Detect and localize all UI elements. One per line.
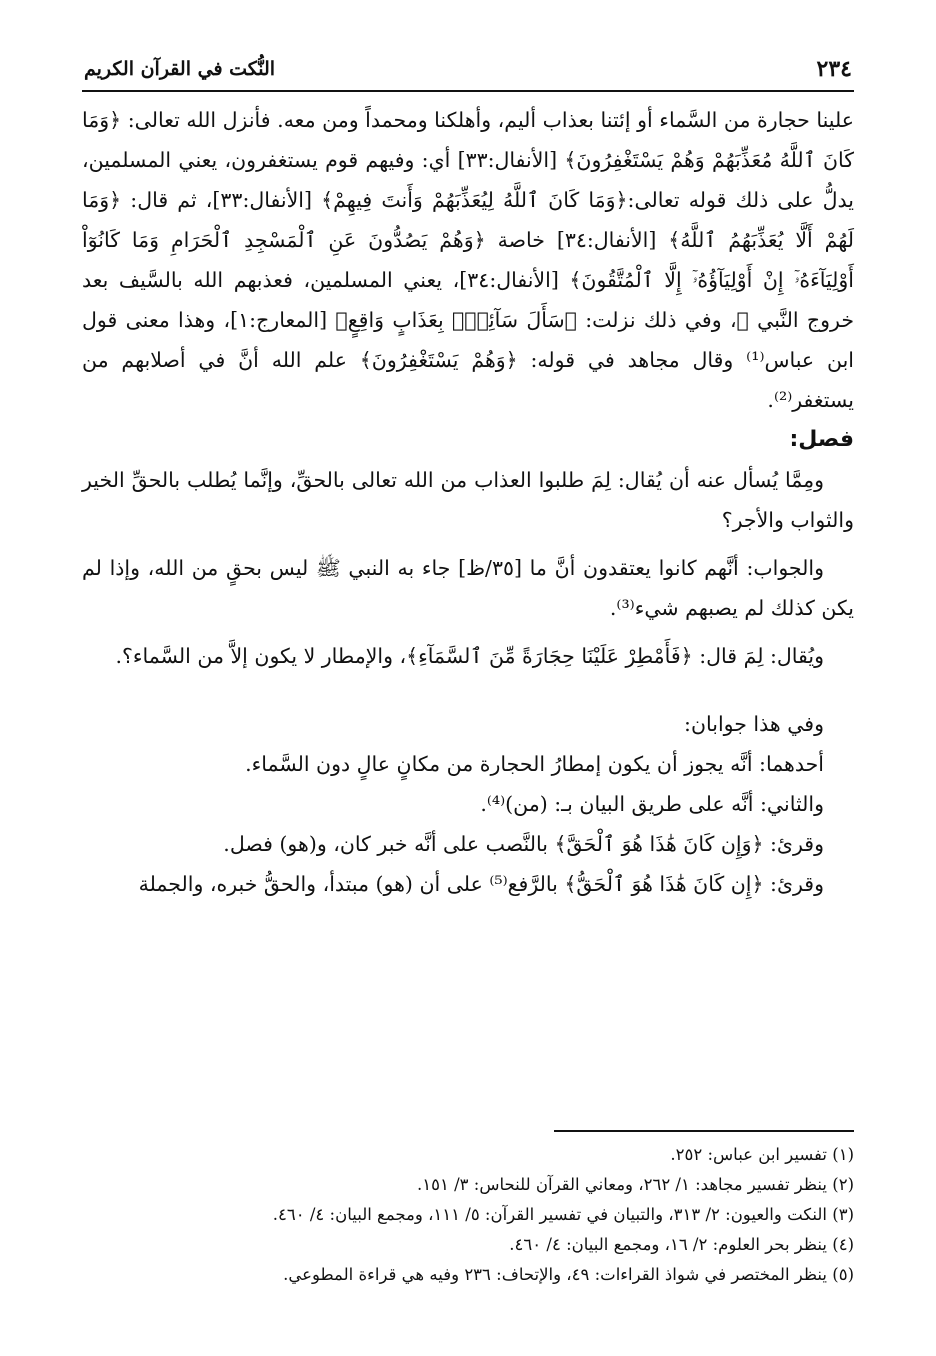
footnote: (٢) ينظر تفسير مجاهد: ١/ ٢٦٢، ومعاني القرآن للنحاس: ٣/ ١٥١. bbox=[417, 1175, 854, 1194]
footnote: (١) تفسير ابن عباس: ٢٥٢. bbox=[670, 1145, 854, 1164]
footnote: (٤) ينظر بحر العلوم: ٢/ ١٦، ومجمع البيان: ٤/ ٤٦٠. bbox=[509, 1235, 854, 1254]
paragraph: والثاني: أنَّه على طريق البيان بـ: (من)⁽⁴⁾. bbox=[480, 792, 824, 816]
page-number: ٢٣٤ bbox=[816, 56, 852, 82]
paragraph: ومِمَّا يُسأل عنه أن يُقال: لِمَ طلبوا العذاب من الله تعالى بالحقِّ، وإنَّما يُطلب بالحقِّ الخير والثواب والأجر؟ bbox=[82, 468, 854, 532]
paragraph: علينا حجارة من السَّماء أو إئتنا بعذاب أليم، وأهلكنا ومحمداً ومن معه. فأنزل الله تعالى: ﴿وَمَا كَانَ ٱللَّهُ مُعَذِّبَهُمْ وَهُمْ يَسْتَغْفِرُونَ﴾ [الأنفال:٣٣] أي: وفيهم قوم يستغفرون، يعني المسلمين، يدلُّ على ذلك قوله تعالى:﴿وَمَا كَانَ ٱللَّهُ لِيُعَذِّبَهُمْ وَأَنتَ فِيهِمْ﴾ [الأنفال:٣٣]، ثم قال: ﴿وَمَا لَهُمْ أَلَّا يُعَذِّبَهُمُ ٱللَّهُ﴾ [الأنفال:٣٤] خاصة ﴿وَهُمْ يَصُدُّونَ عَنِ ٱلْمَسْجِدِ ٱلْحَرَامِ وَمَا كَانُوٓاْ أَوْلِيَآءَهُۥٓ إِنْ أَوْلِيَآؤُهُۥٓ إِلَّا ٱلْمُتَّقُونَ﴾ [الأنفال:٣٤]، يعني المسلمين، فعذبهم الله بالسَّيف بعد خروج النَّبي ﷺ، وفي ذلك نزلت: ﴿سَأَلَ سَآئِلٌۢ بِعَذَابٍ وَاقِعٍ﴾ [المعارج:١]، وهذا معنى قول ابن عباس⁽¹⁾ وقال مجاهد في قوله: ﴿وَهُمْ يَسْتَغْفِرُونَ﴾ علم الله أنَّ في أصلابهم من يستغفر⁽²⁾. bbox=[82, 108, 855, 412]
footnote-separator bbox=[554, 1130, 854, 1132]
main-text bbox=[82, 100, 854, 904]
footnotes bbox=[82, 1140, 854, 1290]
footnote: (٥) ينظر المختصر في شواذ القراءات: ٤٩، والإتحاف: ٢٣٦ وفيه هي قراءة المطوعي. bbox=[283, 1265, 854, 1284]
paragraph: وفي هذا جوابان: bbox=[684, 712, 824, 736]
paragraph: وقرئ: ﴿إِن كَانَ هَٰذَا هُوَ ٱلْحَقُّ﴾ بالرَّفع⁽⁵⁾ على أن (هو) مبتدأ، والحقُّ خبره، والجملة bbox=[138, 872, 824, 896]
paragraph: والجواب: أنَّهم كانوا يعتقدون أنَّ ما [٣٥/ظ] جاء به النبي ﷺ ليس بحقٍ من الله، وإذا لم يكن كذلك لم يصبهم شيء⁽³⁾. bbox=[82, 556, 854, 620]
paragraph: ويُقال: لِمَ قال: ﴿فَأَمْطِرْ عَلَيْنَا حِجَارَةً مِّنَ ٱلسَّمَآءِ﴾، والإمطار لا يكون إلاَّ من السَّماء؟. bbox=[115, 644, 824, 668]
paragraph: وقرئ: ﴿وَإِن كَانَ هَٰذَا هُوَ ٱلْحَقَّ﴾ بالنَّصب على أنَّه خبر كان، و(هو) فصل. bbox=[223, 832, 824, 856]
footnote: (٣) النكت والعيون: ٢/ ٣١٣، والتبيان في تفسير القرآن: ٥/ ١١١، ومجمع البيان: ٤/ ٤٦٠. bbox=[272, 1205, 854, 1224]
running-header bbox=[82, 50, 854, 92]
section-heading: فصل: bbox=[789, 427, 854, 452]
book-title: النُّكت في القرآن الكريم bbox=[84, 58, 276, 80]
paragraph: أحدهما: أنَّه يجوز أن يكون إمطارُ الحجارة من مكانٍ عالٍ دون السَّماء. bbox=[245, 752, 824, 776]
paragraph-spacer bbox=[82, 684, 854, 704]
